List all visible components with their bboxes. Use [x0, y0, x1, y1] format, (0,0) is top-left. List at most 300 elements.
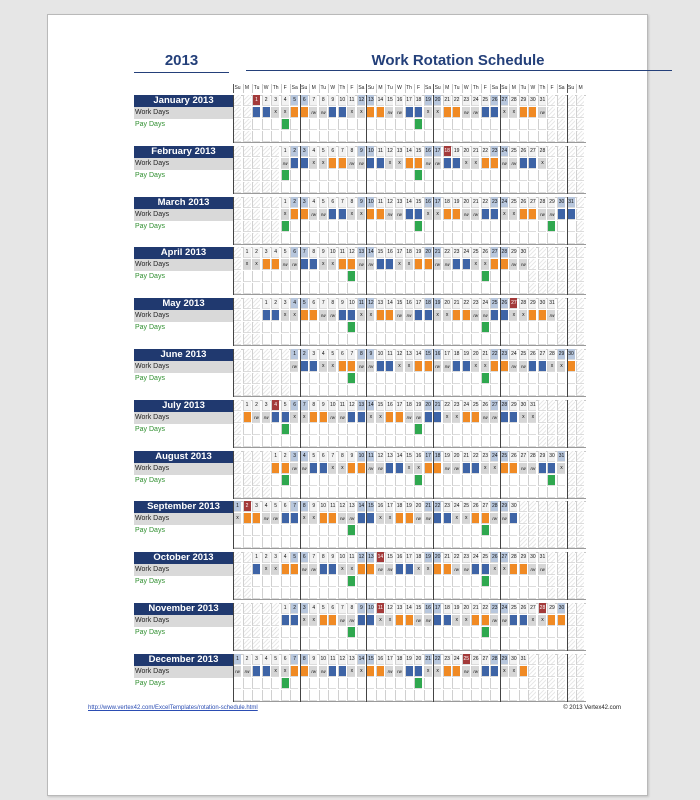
pay-day-cell[interactable] — [528, 576, 536, 587]
work-day-cell[interactable] — [281, 615, 289, 626]
date-cell[interactable]: 24 — [500, 146, 508, 157]
pay-day-cell[interactable] — [405, 525, 413, 536]
date-cell[interactable]: 31 — [538, 552, 546, 563]
work-day-cell[interactable]: rw — [405, 412, 413, 423]
date-cell[interactable]: 27 — [519, 451, 527, 462]
work-day-cell[interactable] — [414, 107, 422, 118]
work-day-cell[interactable] — [366, 513, 374, 524]
date-cell[interactable]: 1 — [243, 400, 251, 411]
date-cell[interactable]: 14 — [366, 400, 374, 411]
pay-day-cell[interactable] — [290, 271, 298, 282]
pay-day-cell[interactable] — [366, 424, 374, 435]
date-cell[interactable]: 29 — [500, 654, 508, 665]
date-cell[interactable]: 12 — [357, 552, 365, 563]
date-cell[interactable]: 27 — [538, 349, 546, 360]
pay-day-cell[interactable] — [500, 373, 508, 384]
pay-day-cell[interactable] — [309, 221, 317, 232]
work-day-cell[interactable] — [528, 158, 536, 169]
work-day-cell[interactable] — [300, 209, 308, 220]
date-cell[interactable]: 12 — [385, 197, 393, 208]
pay-day-cell[interactable] — [452, 678, 460, 689]
date-cell[interactable]: 2 — [281, 451, 289, 462]
date-cell[interactable]: 17 — [414, 298, 422, 309]
date-cell[interactable]: 10 — [357, 451, 365, 462]
work-day-cell[interactable] — [481, 666, 489, 677]
pay-day-cell[interactable] — [347, 475, 355, 486]
date-cell[interactable]: 3 — [300, 146, 308, 157]
date-cell[interactable]: 13 — [347, 654, 355, 665]
date-cell[interactable]: 3 — [262, 400, 270, 411]
work-day-cell[interactable]: x — [405, 463, 413, 474]
pay-day-cell[interactable] — [433, 424, 441, 435]
pay-day-cell[interactable] — [338, 627, 346, 638]
pay-day-cell[interactable] — [271, 678, 279, 689]
pay-day-cell[interactable] — [290, 322, 298, 333]
pay-day-cell[interactable] — [500, 322, 508, 333]
work-day-cell[interactable]: rw — [233, 666, 241, 677]
pay-day-cell[interactable] — [347, 525, 355, 536]
work-day-cell[interactable]: rw — [385, 209, 393, 220]
work-day-cell[interactable]: rw — [481, 310, 489, 321]
date-cell[interactable]: 23 — [443, 654, 451, 665]
pay-day-cell[interactable] — [357, 170, 365, 181]
date-cell[interactable]: 1 — [281, 197, 289, 208]
pay-day-cell[interactable] — [281, 424, 289, 435]
work-day-cell[interactable]: rw — [395, 107, 403, 118]
date-cell[interactable]: 21 — [481, 349, 489, 360]
work-day-cell[interactable]: rw — [319, 666, 327, 677]
work-day-cell[interactable]: rw — [357, 158, 365, 169]
date-cell[interactable]: 17 — [433, 146, 441, 157]
pay-day-cell[interactable] — [481, 525, 489, 536]
work-day-cell[interactable] — [528, 310, 536, 321]
work-day-cell[interactable]: rw — [309, 107, 317, 118]
date-cell[interactable]: 20 — [462, 146, 470, 157]
pay-day-cell[interactable] — [385, 678, 393, 689]
pay-day-cell[interactable] — [519, 373, 527, 384]
work-day-cell[interactable]: rw — [300, 564, 308, 575]
pay-day-cell[interactable] — [309, 170, 317, 181]
pay-day-cell[interactable] — [271, 271, 279, 282]
date-cell[interactable]: 27 — [500, 95, 508, 106]
work-day-cell[interactable]: x — [395, 259, 403, 270]
date-cell[interactable]: 7 — [300, 400, 308, 411]
date-cell[interactable]: 25 — [471, 400, 479, 411]
date-cell[interactable]: 12 — [338, 654, 346, 665]
date-cell[interactable]: 15 — [395, 298, 403, 309]
pay-day-cell[interactable] — [547, 627, 555, 638]
date-cell[interactable]: 5 — [281, 400, 289, 411]
date-cell[interactable]: 28 — [500, 400, 508, 411]
date-cell[interactable]: 10 — [338, 95, 346, 106]
date-cell[interactable]: 3 — [290, 451, 298, 462]
work-day-cell[interactable]: rw — [519, 463, 527, 474]
work-day-cell[interactable]: x — [271, 666, 279, 677]
work-day-cell[interactable] — [395, 564, 403, 575]
work-day-cell[interactable] — [319, 412, 327, 423]
date-cell[interactable]: 14 — [405, 603, 413, 614]
pay-day-cell[interactable] — [357, 271, 365, 282]
date-cell[interactable]: 14 — [395, 451, 403, 462]
pay-day-cell[interactable] — [471, 271, 479, 282]
date-cell[interactable]: 20 — [424, 247, 432, 258]
work-day-cell[interactable] — [557, 615, 565, 626]
pay-day-cell[interactable] — [538, 221, 546, 232]
pay-day-cell[interactable] — [519, 119, 527, 130]
work-day-cell[interactable] — [509, 463, 517, 474]
pay-day-cell[interactable] — [338, 525, 346, 536]
date-cell[interactable]: 3 — [309, 349, 317, 360]
pay-day-cell[interactable] — [243, 271, 251, 282]
work-day-cell[interactable]: rw — [433, 361, 441, 372]
date-cell[interactable]: 5 — [300, 298, 308, 309]
date-cell[interactable]: 26 — [519, 146, 527, 157]
date-cell[interactable]: 16 — [395, 95, 403, 106]
pay-day-cell[interactable] — [395, 475, 403, 486]
date-cell[interactable]: 10 — [347, 298, 355, 309]
pay-day-cell[interactable] — [271, 424, 279, 435]
pay-day-cell[interactable] — [366, 271, 374, 282]
pay-day-cell[interactable] — [538, 627, 546, 638]
pay-day-cell[interactable] — [462, 424, 470, 435]
date-cell[interactable]: 11 — [347, 552, 355, 563]
date-cell[interactable]: 3 — [252, 501, 260, 512]
date-cell[interactable]: 25 — [462, 501, 470, 512]
date-cell[interactable]: 16 — [424, 197, 432, 208]
work-day-cell[interactable]: x — [509, 209, 517, 220]
work-day-cell[interactable] — [519, 158, 527, 169]
work-day-cell[interactable] — [290, 564, 298, 575]
pay-day-cell[interactable] — [357, 576, 365, 587]
work-day-cell[interactable] — [443, 615, 451, 626]
pay-day-cell[interactable] — [471, 424, 479, 435]
pay-day-cell[interactable] — [376, 627, 384, 638]
work-day-cell[interactable]: x — [424, 209, 432, 220]
work-day-cell[interactable]: rw — [328, 310, 336, 321]
work-day-cell[interactable] — [290, 158, 298, 169]
pay-day-cell[interactable] — [366, 627, 374, 638]
pay-day-cell[interactable] — [519, 424, 527, 435]
date-cell[interactable]: 1 — [243, 247, 251, 258]
work-day-cell[interactable]: rw — [309, 666, 317, 677]
pay-day-cell[interactable] — [424, 576, 432, 587]
work-day-cell[interactable]: rw — [490, 615, 498, 626]
pay-day-cell[interactable] — [309, 525, 317, 536]
pay-day-cell[interactable] — [424, 322, 432, 333]
work-day-cell[interactable] — [347, 361, 355, 372]
work-day-cell[interactable] — [452, 209, 460, 220]
date-cell[interactable]: 25 — [500, 451, 508, 462]
date-cell[interactable]: 14 — [385, 298, 393, 309]
date-cell[interactable]: 2 — [290, 603, 298, 614]
pay-day-cell[interactable] — [290, 221, 298, 232]
work-day-cell[interactable]: rw — [471, 209, 479, 220]
date-cell[interactable]: 28 — [490, 654, 498, 665]
work-day-cell[interactable]: rw — [252, 412, 260, 423]
work-day-cell[interactable]: x — [405, 259, 413, 270]
work-day-cell[interactable] — [481, 513, 489, 524]
date-cell[interactable]: 3 — [252, 654, 260, 665]
pay-day-cell[interactable] — [290, 424, 298, 435]
pay-day-cell[interactable] — [405, 119, 413, 130]
date-cell[interactable]: 22 — [462, 298, 470, 309]
date-cell[interactable]: 8 — [309, 400, 317, 411]
pay-day-cell[interactable] — [405, 678, 413, 689]
date-cell[interactable]: 5 — [281, 247, 289, 258]
pay-day-cell[interactable] — [414, 678, 422, 689]
work-day-cell[interactable] — [519, 564, 527, 575]
date-cell[interactable]: 13 — [347, 501, 355, 512]
work-day-cell[interactable]: rw — [319, 209, 327, 220]
pay-day-cell[interactable] — [452, 525, 460, 536]
work-day-cell[interactable]: rw — [338, 513, 346, 524]
work-day-cell[interactable] — [462, 310, 470, 321]
work-day-cell[interactable]: x — [357, 310, 365, 321]
work-day-cell[interactable]: x — [338, 463, 346, 474]
work-day-cell[interactable]: x — [290, 310, 298, 321]
work-day-cell[interactable]: rw — [462, 107, 470, 118]
date-cell[interactable]: 20 — [452, 451, 460, 462]
date-cell[interactable]: 1 — [233, 654, 241, 665]
date-cell[interactable]: 29 — [509, 247, 517, 258]
work-day-cell[interactable] — [243, 412, 251, 423]
date-cell[interactable]: 27 — [481, 501, 489, 512]
work-day-cell[interactable]: x — [414, 564, 422, 575]
pay-day-cell[interactable] — [376, 525, 384, 536]
date-cell[interactable]: 3 — [262, 247, 270, 258]
pay-day-cell[interactable] — [338, 424, 346, 435]
pay-day-cell[interactable] — [376, 271, 384, 282]
date-cell[interactable]: 18 — [433, 451, 441, 462]
pay-day-cell[interactable] — [271, 525, 279, 536]
work-day-cell[interactable]: rw — [490, 513, 498, 524]
date-cell[interactable]: 4 — [309, 603, 317, 614]
work-day-cell[interactable] — [405, 158, 413, 169]
pay-day-cell[interactable] — [347, 322, 355, 333]
date-cell[interactable]: 13 — [357, 400, 365, 411]
date-cell[interactable]: 4 — [300, 451, 308, 462]
work-day-cell[interactable]: rw — [462, 666, 470, 677]
date-cell[interactable]: 4 — [290, 298, 298, 309]
work-day-cell[interactable] — [405, 666, 413, 677]
work-day-cell[interactable]: rw — [262, 412, 270, 423]
pay-day-cell[interactable] — [405, 322, 413, 333]
date-cell[interactable]: 20 — [414, 654, 422, 665]
pay-day-cell[interactable] — [366, 119, 374, 130]
work-day-cell[interactable] — [376, 158, 384, 169]
pay-day-cell[interactable] — [443, 475, 451, 486]
date-cell[interactable]: 26 — [490, 552, 498, 563]
date-cell[interactable]: 7 — [338, 146, 346, 157]
date-cell[interactable]: 29 — [519, 95, 527, 106]
work-day-cell[interactable]: x — [490, 564, 498, 575]
work-day-cell[interactable] — [376, 361, 384, 372]
work-day-cell[interactable]: x — [366, 412, 374, 423]
work-day-cell[interactable] — [357, 564, 365, 575]
pay-day-cell[interactable] — [557, 475, 565, 486]
work-day-cell[interactable]: x — [281, 209, 289, 220]
work-day-cell[interactable] — [471, 615, 479, 626]
work-day-cell[interactable]: x — [243, 259, 251, 270]
work-day-cell[interactable] — [500, 259, 508, 270]
pay-day-cell[interactable] — [300, 678, 308, 689]
pay-day-cell[interactable] — [452, 424, 460, 435]
work-day-cell[interactable] — [490, 107, 498, 118]
pay-day-cell[interactable] — [405, 170, 413, 181]
pay-day-cell[interactable] — [319, 627, 327, 638]
date-cell[interactable]: 3 — [281, 298, 289, 309]
date-cell[interactable]: 7 — [319, 298, 327, 309]
date-cell[interactable]: 31 — [547, 298, 555, 309]
work-day-cell[interactable] — [443, 513, 451, 524]
work-day-cell[interactable] — [519, 209, 527, 220]
work-day-cell[interactable] — [452, 361, 460, 372]
work-day-cell[interactable] — [481, 107, 489, 118]
date-cell[interactable]: 17 — [395, 247, 403, 258]
pay-day-cell[interactable] — [557, 373, 565, 384]
date-cell[interactable]: 27 — [528, 603, 536, 614]
pay-day-cell[interactable] — [319, 322, 327, 333]
pay-day-cell[interactable] — [319, 475, 327, 486]
work-day-cell[interactable]: rw — [462, 564, 470, 575]
work-day-cell[interactable] — [290, 209, 298, 220]
work-day-cell[interactable]: rw — [319, 107, 327, 118]
pay-day-cell[interactable] — [538, 170, 546, 181]
date-cell[interactable]: 11 — [347, 95, 355, 106]
work-day-cell[interactable] — [538, 463, 546, 474]
date-cell[interactable]: 15 — [405, 451, 413, 462]
date-cell[interactable]: 30 — [519, 400, 527, 411]
date-cell[interactable]: 29 — [547, 197, 555, 208]
pay-day-cell[interactable] — [557, 627, 565, 638]
pay-day-cell[interactable] — [281, 678, 289, 689]
date-cell[interactable]: 2 — [290, 197, 298, 208]
work-day-cell[interactable]: x — [538, 158, 546, 169]
pay-day-cell[interactable] — [490, 475, 498, 486]
work-day-cell[interactable] — [385, 259, 393, 270]
date-cell[interactable]: 8 — [300, 654, 308, 665]
date-cell[interactable]: 8 — [300, 501, 308, 512]
date-cell[interactable]: 21 — [452, 298, 460, 309]
work-day-cell[interactable]: rw — [471, 310, 479, 321]
pay-day-cell[interactable] — [500, 170, 508, 181]
date-cell[interactable]: 4 — [309, 197, 317, 208]
work-day-cell[interactable] — [376, 107, 384, 118]
pay-day-cell[interactable] — [300, 119, 308, 130]
pay-day-cell[interactable] — [424, 119, 432, 130]
work-day-cell[interactable]: rw — [328, 412, 336, 423]
pay-day-cell[interactable] — [490, 221, 498, 232]
pay-day-cell[interactable] — [252, 271, 260, 282]
work-day-cell[interactable]: x — [300, 615, 308, 626]
work-day-cell[interactable] — [366, 666, 374, 677]
pay-day-cell[interactable] — [271, 475, 279, 486]
date-cell[interactable]: 22 — [452, 95, 460, 106]
date-cell[interactable]: 19 — [462, 349, 470, 360]
work-day-cell[interactable]: rw — [452, 463, 460, 474]
work-day-cell[interactable]: rw — [528, 463, 536, 474]
work-day-cell[interactable] — [452, 158, 460, 169]
date-cell[interactable]: 15 — [376, 400, 384, 411]
pay-day-cell[interactable] — [509, 373, 517, 384]
date-cell[interactable]: 28 — [509, 95, 517, 106]
work-day-cell[interactable] — [376, 259, 384, 270]
pay-day-cell[interactable] — [281, 627, 289, 638]
pay-day-cell[interactable] — [290, 525, 298, 536]
date-cell[interactable]: 28 — [528, 451, 536, 462]
pay-day-cell[interactable] — [443, 424, 451, 435]
date-cell[interactable]: 7 — [300, 247, 308, 258]
date-cell[interactable]: 24 — [509, 349, 517, 360]
pay-day-cell[interactable] — [376, 475, 384, 486]
date-cell[interactable]: 23 — [452, 400, 460, 411]
date-cell[interactable]: 11 — [328, 654, 336, 665]
work-day-cell[interactable] — [471, 412, 479, 423]
work-day-cell[interactable]: x — [300, 513, 308, 524]
work-day-cell[interactable]: rw — [319, 310, 327, 321]
date-cell[interactable]: 10 — [319, 501, 327, 512]
pay-day-cell[interactable] — [338, 373, 346, 384]
work-day-cell[interactable]: rw — [538, 209, 546, 220]
date-cell[interactable]: 13 — [395, 603, 403, 614]
date-cell[interactable]: 24 — [500, 197, 508, 208]
date-cell[interactable]: 22 — [443, 247, 451, 258]
date-cell[interactable]: 19 — [424, 95, 432, 106]
date-cell[interactable]: 14 — [376, 552, 384, 563]
pay-day-cell[interactable] — [300, 170, 308, 181]
pay-day-cell[interactable] — [300, 525, 308, 536]
work-day-cell[interactable] — [443, 158, 451, 169]
work-day-cell[interactable] — [481, 615, 489, 626]
work-day-cell[interactable] — [500, 310, 508, 321]
pay-day-cell[interactable] — [414, 322, 422, 333]
date-cell[interactable]: 8 — [347, 146, 355, 157]
date-cell[interactable]: 14 — [405, 197, 413, 208]
pay-day-cell[interactable] — [300, 475, 308, 486]
date-cell[interactable]: 5 — [271, 654, 279, 665]
pay-day-cell[interactable] — [424, 221, 432, 232]
date-cell[interactable]: 16 — [405, 298, 413, 309]
pay-day-cell[interactable] — [328, 424, 336, 435]
pay-day-cell[interactable] — [252, 525, 260, 536]
pay-day-cell[interactable] — [309, 119, 317, 130]
work-day-cell[interactable]: x — [233, 513, 241, 524]
date-cell[interactable]: 16 — [414, 451, 422, 462]
pay-day-cell[interactable] — [338, 119, 346, 130]
pay-day-cell[interactable] — [357, 119, 365, 130]
pay-day-cell[interactable] — [481, 170, 489, 181]
date-cell[interactable]: 26 — [519, 603, 527, 614]
work-day-cell[interactable] — [433, 463, 441, 474]
pay-day-cell[interactable] — [328, 373, 336, 384]
date-cell[interactable]: 7 — [290, 654, 298, 665]
pay-day-cell[interactable] — [395, 119, 403, 130]
date-cell[interactable]: 12 — [338, 501, 346, 512]
date-cell[interactable]: 22 — [490, 349, 498, 360]
work-day-cell[interactable]: x — [319, 259, 327, 270]
pay-day-cell[interactable] — [509, 170, 517, 181]
work-day-cell[interactable]: x — [509, 666, 517, 677]
pay-day-cell[interactable] — [490, 119, 498, 130]
work-day-cell[interactable] — [385, 412, 393, 423]
date-cell[interactable]: 21 — [443, 552, 451, 563]
work-day-cell[interactable]: x — [385, 158, 393, 169]
pay-day-cell[interactable] — [271, 576, 279, 587]
work-day-cell[interactable] — [300, 259, 308, 270]
date-cell[interactable]: 10 — [319, 654, 327, 665]
date-cell[interactable]: 23 — [490, 197, 498, 208]
pay-day-cell[interactable] — [338, 322, 346, 333]
